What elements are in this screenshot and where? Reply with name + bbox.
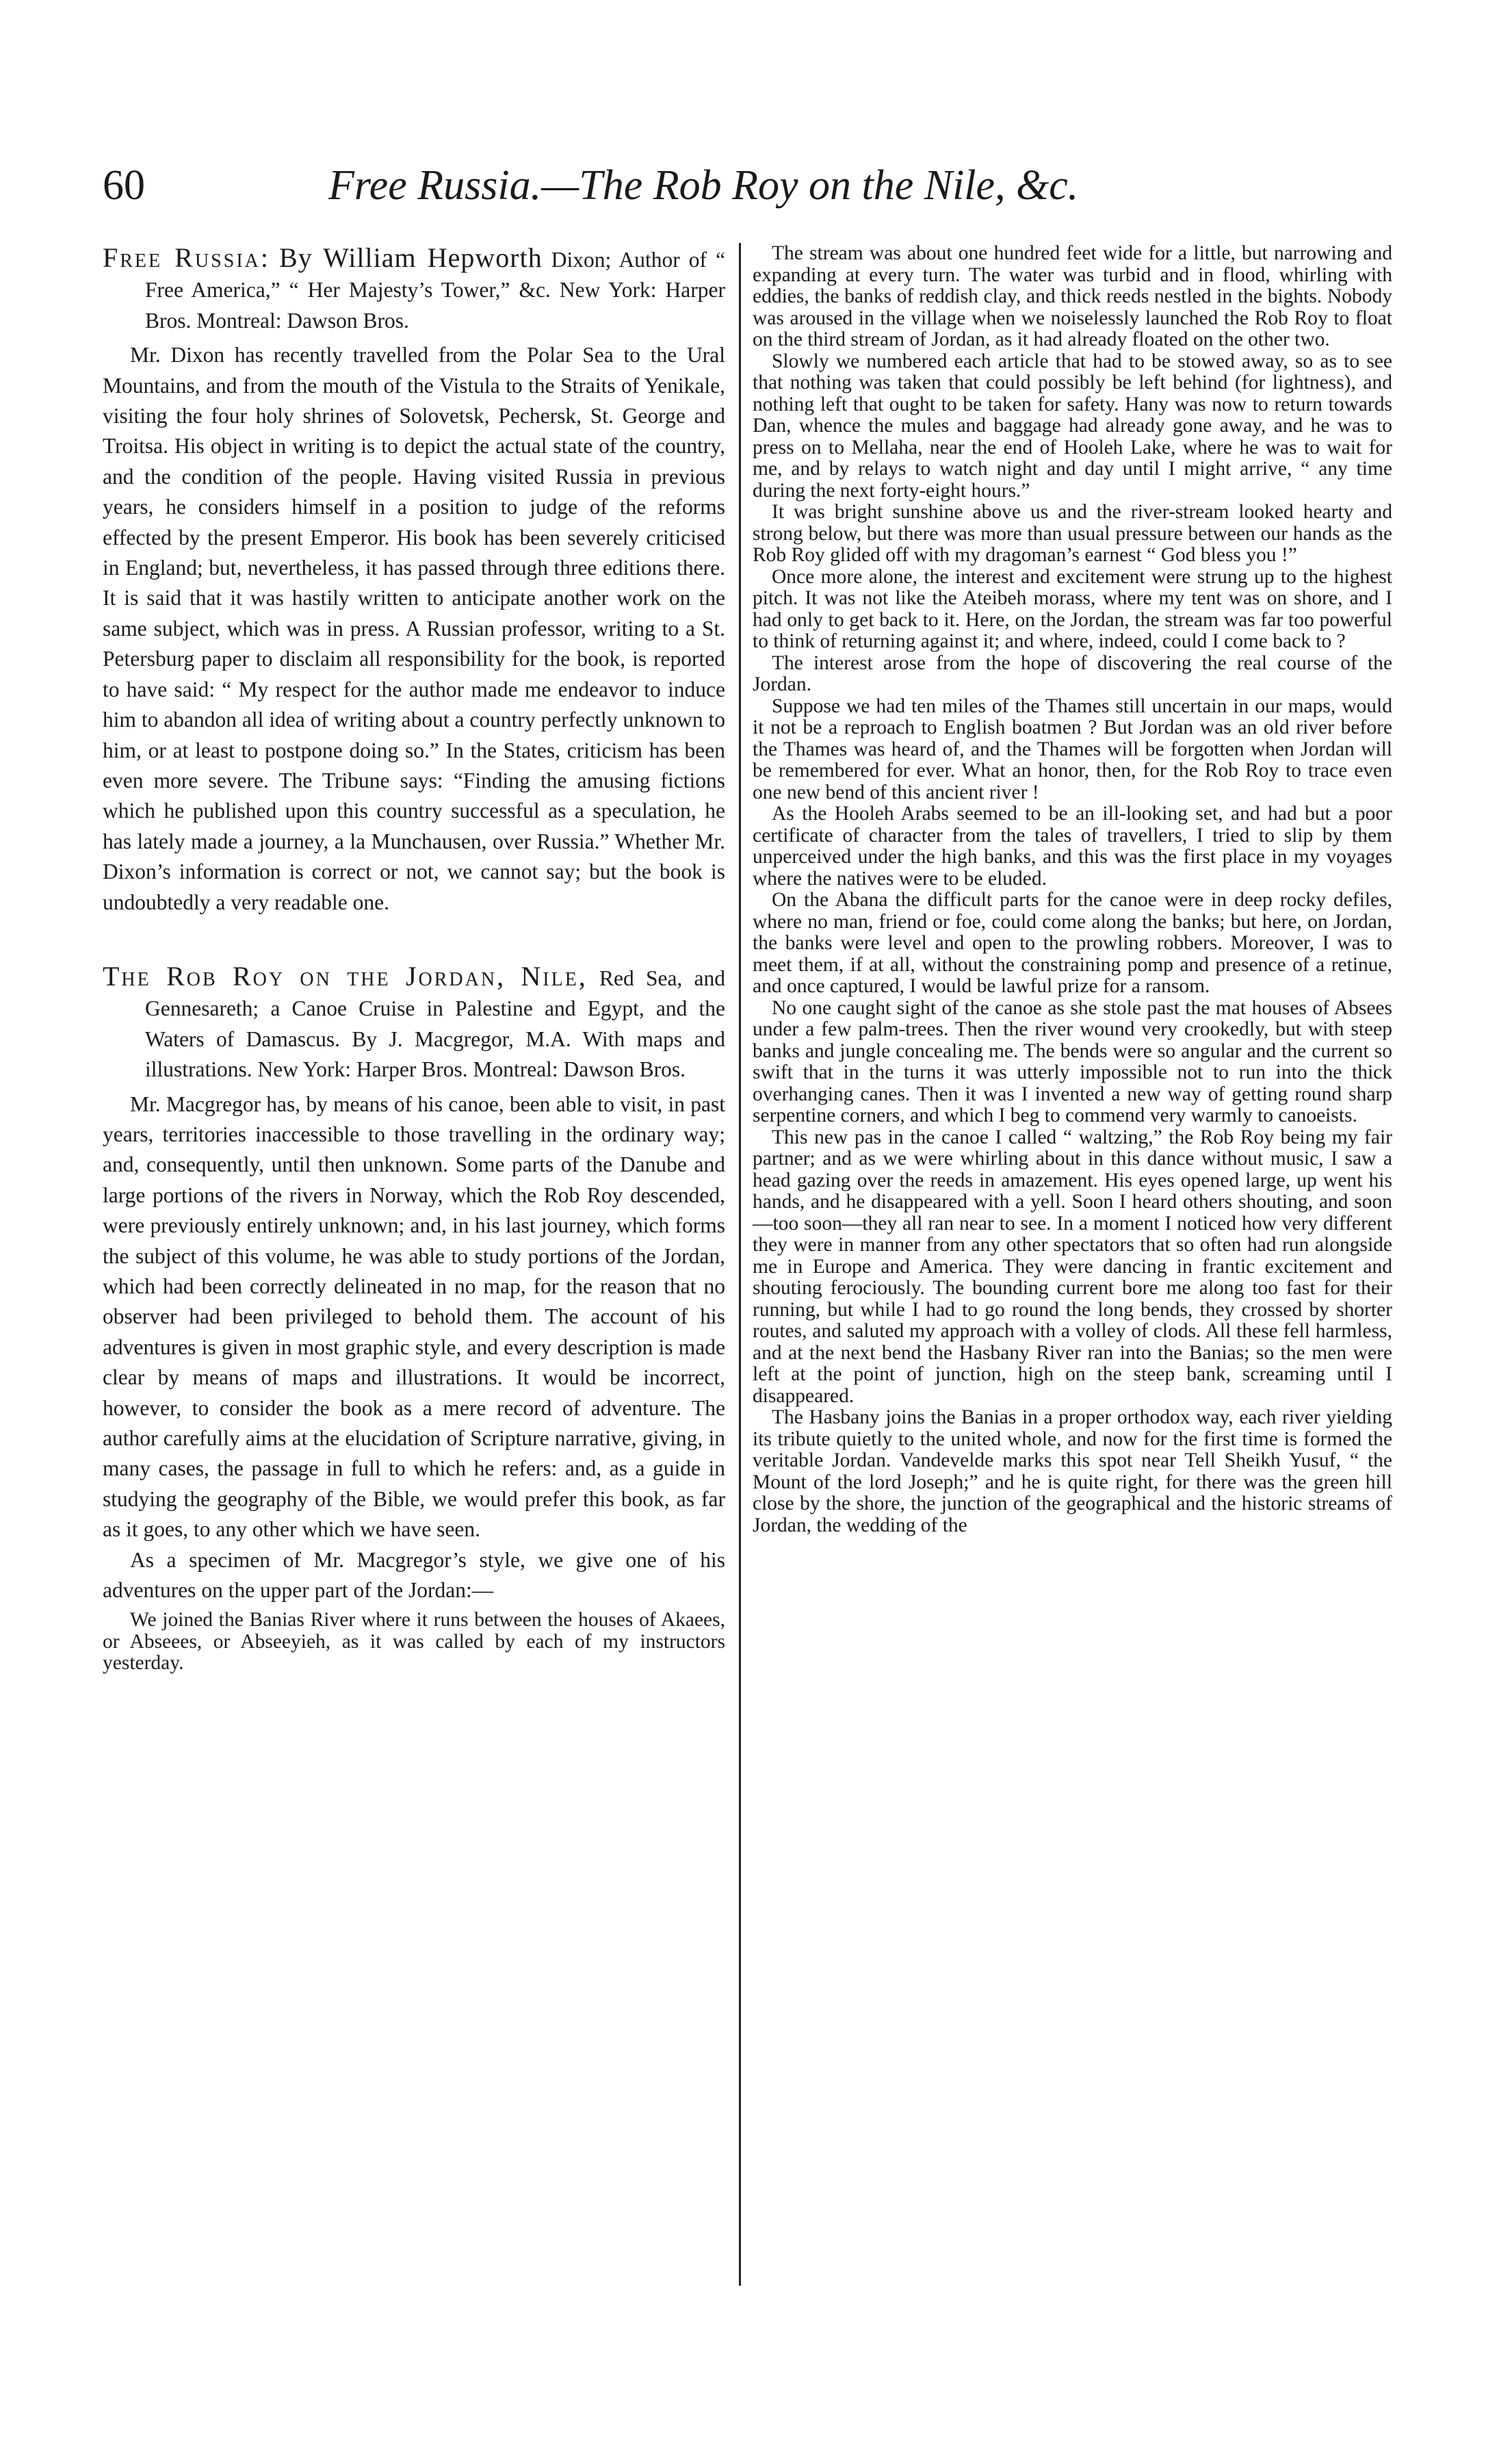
extract-paragraph: Suppose we had ten miles of the Thames still uncertain in our maps, would it not be a reproach to English boatmen ? But Jordan was an old river before the Thames was heard of, and the Thames will be forgotten when Jordan will be remembered for ever. What an honor, then, for the Rob Roy to trace even one new bend of this ancient river ! — [753, 695, 1392, 803]
review-details: Dixon; Author of “ Free America,” “ Her Majesty’s Tower,” &c. New York: Harper Bros. Montreal: Dawson Bros. — [145, 248, 726, 333]
extract-paragraph: The interest arose from the hope of discovering the real course of the Jordan. — [753, 651, 1392, 695]
right-column — [753, 243, 1392, 1536]
extract-paragraph: On the Abana the difficult parts for the canoe were in deep rocky defiles, where no man, friend or foe, could come along the banks; but here, on Jordan, the banks were level and open to the prowling robbers. Moreover, I was to meet them, if at all, without the constraining pomp and presence of a retinue, and once captured, I would be lawful prize for a ransom. — [753, 889, 1392, 997]
extract-paragraph: We joined the Banias River where it runs between the houses of Akaees, or Abseees, or Abseeyieh, as it was called by each of my instructors yesterday. — [103, 1609, 725, 1675]
column-divider — [739, 243, 741, 2286]
extract-paragraph: Once more alone, the interest and excitement were strung up to the highest pitch. It was not like the Ateibeh morass, where my tent was on shore, and I had only to get back to it. Here, on the Jordan, the stream was far too powerful to think of returning against it; and where, indeed, could I come back to ? — [753, 565, 1392, 652]
extract-paragraph: This new pas in the canoe I called “ waltzing,” the Rob Roy being my fair partner; and as we were whirling about in this dance without music, I saw a head gazing over the reeds in amazement. His eyes opened large, up went his hands, and he disappeared with a yell. Soon I heard others shouting, and soon —too soon—they all ran near to see. In a moment I noticed how very different they were in manner from any other spectators that so often had run alongside me in Europe and America. They were dancing in frantic excitement and shouting ferociously. The bounding current bore me along too fast for their running, but while I had to go round the long bends, they crossed by shorter routes, and saluted my approach with a volley of clods. All these fell harmless, and at the next bend the Hasbany River ran into the Banias; so the men were left at the point of junction, high on the steep bank, screaming until I disappeared. — [753, 1126, 1392, 1407]
running-title: Free Russia.—The Rob Roy on the Nile, &c. — [328, 162, 1079, 209]
review-heading-free-russia — [103, 243, 725, 336]
review-body: Mr. Dixon has recently travelled from the Polar Sea to the Ural Mountains, and from the mouth of the Vistula to the Straits of Yenikale, visiting the four holy shrines of Solovetsk, Pechersk, St. George and Troitsa. His object in writing is to depict the actual state of the country, and the condition of the people. Having visited Russia in previous years, he considers himself in a position to judge of the reforms effected by the present Emperor. His book has been severely criticised in England; but, nevertheless, it has passed through three editions there. It is said that it was hastily written to anticipate another work on the same subject, which was in press. A Russian professor, writing to a St. Petersburg paper to disclaim all responsibility for the book, is reported to have said: “ My respect for the author made me endeavor to induce him to abandon all idea of writing about a country perfectly unknown to him, or at least to postpone doing so.” In the States, criticism has been even more severe. The Tribune says: “Finding the amusing fictions which he published upon this country successful as a speculation, he has lately made a journey, a la Munchausen, over Russia.” Whether Mr. Dixon’s information is correct or not, we cannot say; but the book is undoubtedly a very readable one. — [103, 343, 725, 914]
review-title: The Rob Roy on the Jordan, Nile, — [103, 960, 588, 992]
extract-paragraph: It was bright sunshine above us and the river-stream looked hearty and strong below, but there was more than usual pressure between our hands as the Rob Roy glided off with my dragoman’s earnest “ God bless you !” — [753, 501, 1392, 566]
extract-paragraph: The stream was about one hundred feet wide for a little, but narrowing and expanding at every turn. The water was turbid and in flood, whirling with eddies, the banks of reddish clay, and thick reeds nestled in the bights. Nobody was aroused in the village when we noiselessly launched the Rob Roy to float on the third stream of Jordan, as it had already floated on the other two. — [753, 242, 1392, 350]
review-title: Free Russia: — [103, 242, 270, 273]
extract-paragraph: No one caught sight of the canoe as she stole past the mat houses of Absees under a few palm-trees. Then the river wound very crookedly, but with steep banks and jungle concealing me. The bends were so angular and the current so swift that in the turns it was utterly impossible not to run into the thick overhanging canes. Then it was I invented a new way of getting round sharp serpentine corners, and which I beg to commend very warmly to canoeists. — [753, 996, 1392, 1126]
review-author: By William Hepworth — [279, 242, 543, 273]
extract-paragraph: Slowly we numbered each article that had to be stowed away, so as to see that nothing was taken that could possibly be left behind (for lightness), and nothing left that ought to be taken for safety. Hany was now to return towards Dan, whence the mules and baggage had already gone away, and he was to press on to Mellaha, near the end of Hooleh Lake, where he was to wait for me, and by relays to watch night and day until I might arrive, “ any time during the next forty-eight hours.” — [753, 350, 1392, 502]
extract-paragraph: As the Hooleh Arabs seemed to be an ill-looking set, and had but a poor certificate of character from the tales of travellers, I tried to slip by them unperceived under the high banks, and this was the first place in my voyages where the natives were to be eluded. — [753, 803, 1392, 890]
extract-paragraph: The Hasbany joins the Banias in a proper orthodox way, each river yielding its tribute quietly to the united whole, and now for the first time is formed the veritable Jordan. Vandevelde marks this spot near Tell Sheikh Yusuf, “ the Mount of the lord Joseph;” and he is quite right, for there was the green hill close by the shore, the junction of the geographical and the historic streams of Jordan, the wedding of the — [753, 1406, 1392, 1536]
review-paragraph: As a specimen of Mr. Macgregor’s style, we give one of his adventures on the upper part of the Jordan:— — [103, 1547, 725, 1603]
review-heading-rob-roy — [103, 961, 725, 1085]
review-paragraph: Mr. Macgregor has, by means of his canoe, been able to visit, in past years, territories inaccessible to those travelling in the ordinary way; and, consequently, until then unknown. Some parts of the Danube and large portions of the rivers in Norway, which the Rob Roy descended, were previously entirely unknown; and, in his last journey, which forms the subject of this volume, he was able to study portions of the Jordan, which had been correctly delineated in no map, for the reason that no observer had been privileged to behold them. The account of his adventures is given in most graphic style, and every description is made clear by means of maps and illustrations. It would be incorrect, however, to consider the book as a mere record of adventure. The author carefully aims at the elucidation of Scripture narrative, giving, in many cases, the passage in full to which he refers: and, as a guide in studying the geography of the Bible, we would prefer this book, as far as it goes, to any other which we have seen. — [103, 1092, 725, 1542]
page-number: 60 — [103, 162, 145, 209]
review-details: Red Sea, and Gennesareth; a Canoe Cruise in Palestine and Egypt, and the Waters of Damascus. By J. Macgregor, M.A. With maps and illustrations. New York: Harper Bros. Montreal: Dawson Bros. — [145, 966, 725, 1082]
left-column — [103, 243, 725, 1675]
